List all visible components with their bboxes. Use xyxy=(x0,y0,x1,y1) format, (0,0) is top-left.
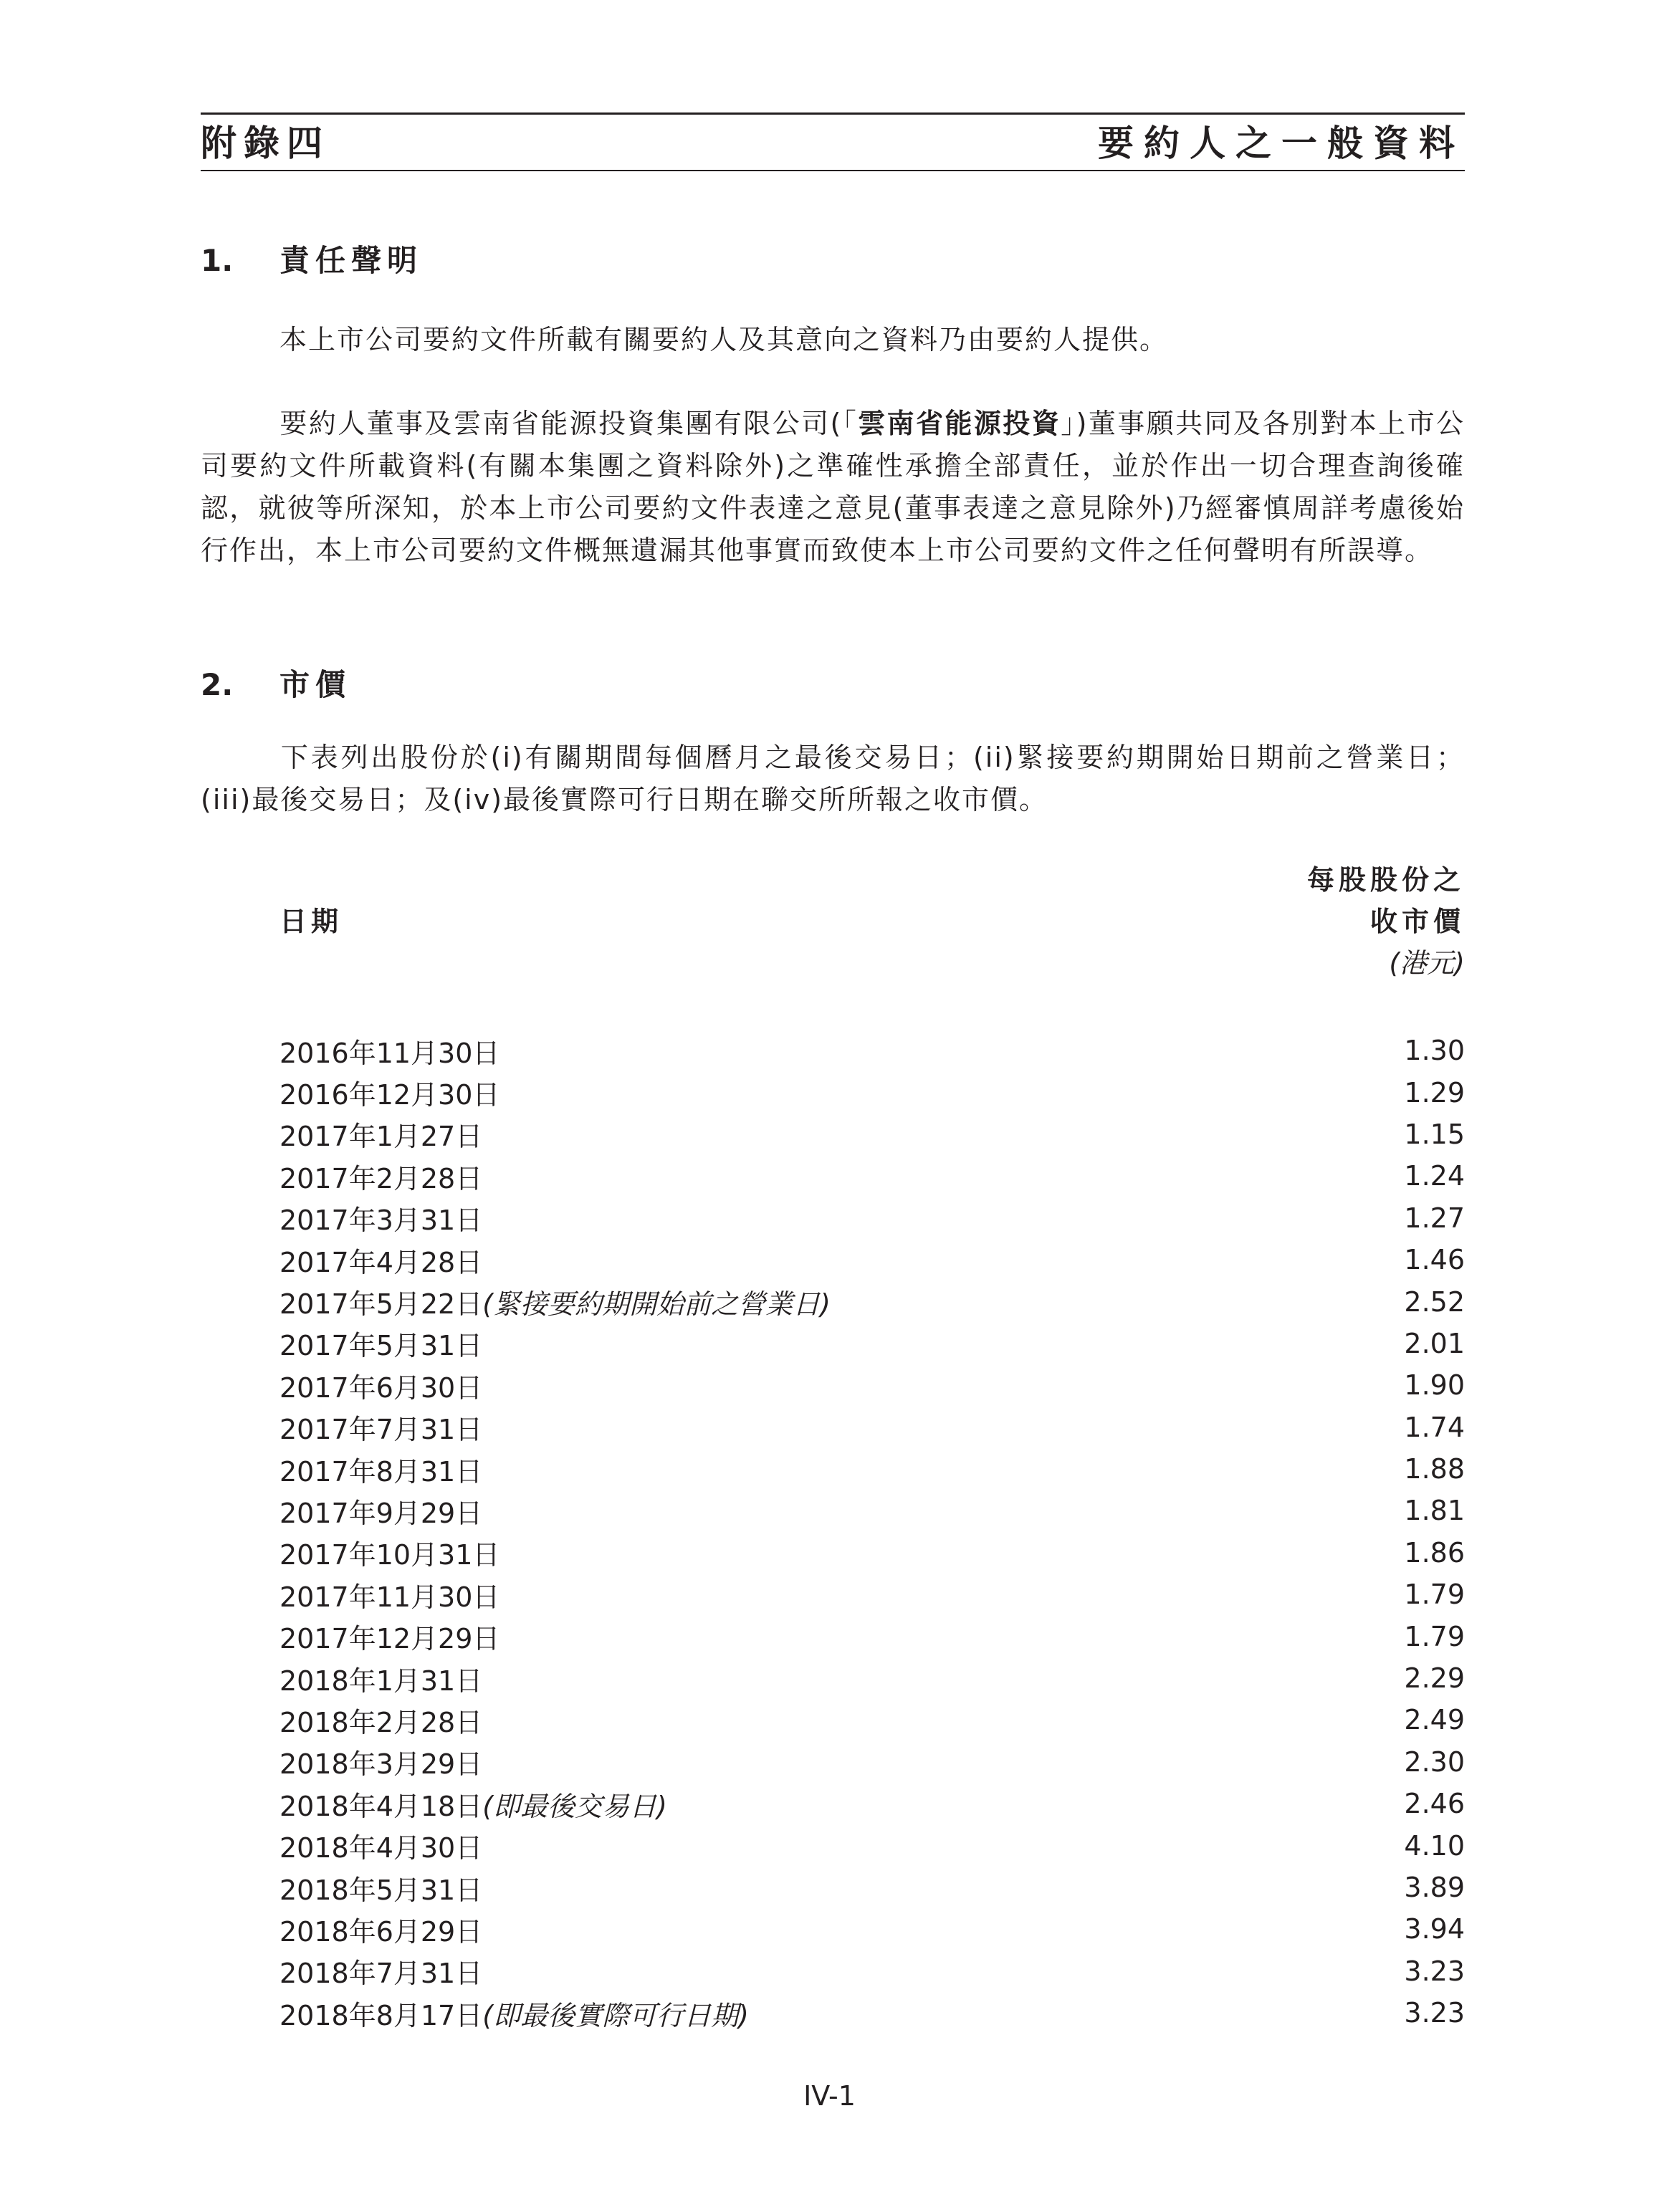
date-column-header: 日期 xyxy=(279,906,343,937)
section-2-paragraph xyxy=(201,737,1465,821)
header-bottom-rule xyxy=(201,170,1465,171)
date-text: 2018年4月30日 xyxy=(279,1832,483,1864)
date-text: 2017年10月31日 xyxy=(279,1539,500,1571)
date-cell xyxy=(279,1993,749,2033)
table-row xyxy=(279,1071,1465,1113)
price-cell: 1.15 xyxy=(1404,1118,1465,1150)
table-row xyxy=(279,1280,1465,1322)
date-text: 2018年1月31日 xyxy=(279,1665,483,1697)
table-row xyxy=(279,1114,1465,1155)
page-number: IV-1 xyxy=(803,2080,856,2112)
section-1-paragraph-2 xyxy=(201,403,1465,572)
price-cell: 4.10 xyxy=(1404,1829,1465,1862)
appendix-label: 附錄四 xyxy=(201,123,330,164)
section-2-number: 2. xyxy=(201,667,234,702)
price-cell: 1.79 xyxy=(1404,1620,1465,1652)
price-column-header-line-1: 每股股份之 xyxy=(1306,864,1465,896)
date-text: 2018年4月18日 xyxy=(279,1790,483,1822)
section-2-title: 市價 xyxy=(279,667,352,702)
date-cell xyxy=(279,1700,482,1740)
date-text: 2018年8月17日 xyxy=(279,1999,483,2031)
appendix-title: 要約人之一般資料 xyxy=(1098,123,1465,164)
date-text: 2017年5月31日 xyxy=(279,1330,483,1362)
price-cell: 2.46 xyxy=(1404,1788,1465,1820)
price-cell: 1.81 xyxy=(1404,1495,1465,1527)
date-cell xyxy=(279,1617,499,1656)
date-cell xyxy=(279,1868,482,1907)
table-row xyxy=(279,1824,1465,1866)
table-row xyxy=(279,1407,1465,1448)
table-row xyxy=(279,1783,1465,1824)
section-1-title: 責任聲明 xyxy=(279,243,424,278)
date-cell xyxy=(279,1951,482,1991)
price-cell: 1.29 xyxy=(1404,1076,1465,1109)
table-row xyxy=(279,1867,1465,1908)
date-text: 2017年3月31日 xyxy=(279,1205,483,1237)
price-column-header-line-2: 收市價 xyxy=(1369,906,1465,937)
date-text: 2017年11月30日 xyxy=(279,1581,500,1613)
table-row xyxy=(279,1364,1465,1406)
date-note: (即最後交易日) xyxy=(482,1790,667,1822)
date-cell xyxy=(279,1533,499,1572)
price-unit-label: (港元) xyxy=(1389,947,1465,979)
date-text: 2018年3月29日 xyxy=(279,1748,483,1781)
table-row xyxy=(279,1699,1465,1741)
date-text: 2017年12月29日 xyxy=(279,1623,500,1655)
price-cell: 1.79 xyxy=(1404,1579,1465,1611)
date-cell xyxy=(279,1031,499,1071)
price-cell: 1.46 xyxy=(1404,1244,1465,1276)
table-row xyxy=(279,1950,1465,1992)
paragraph-text: 下表列出股份於(i)有關期間每個曆月之最後交易日；(ii)緊接要約期開始日期前之營業日；(iii)最後交易日；及(iv)最後實際可行日期在聯交所所報之收市價。 xyxy=(201,742,1465,815)
price-cell: 1.24 xyxy=(1404,1160,1465,1192)
price-cell: 1.86 xyxy=(1404,1536,1465,1569)
price-cell: 2.29 xyxy=(1404,1662,1465,1695)
table-row xyxy=(279,1490,1465,1531)
section-1-number: 1. xyxy=(201,243,234,278)
date-text: 2017年2月28日 xyxy=(279,1162,483,1194)
date-cell xyxy=(279,1784,667,1824)
table-row xyxy=(279,1030,1465,1071)
date-text: 2018年7月31日 xyxy=(279,1958,483,1990)
date-cell xyxy=(279,1366,482,1405)
table-row xyxy=(279,1574,1465,1615)
price-cell: 2.30 xyxy=(1404,1746,1465,1778)
table-row xyxy=(279,1532,1465,1574)
date-text: 2016年12月30日 xyxy=(279,1079,500,1111)
price-cell: 3.23 xyxy=(1404,1955,1465,1987)
table-row xyxy=(279,1448,1465,1490)
date-cell xyxy=(279,1323,482,1363)
price-cell: 3.23 xyxy=(1404,1997,1465,2029)
price-cell: 1.74 xyxy=(1404,1411,1465,1443)
date-cell xyxy=(279,1826,482,1865)
section-1-paragraph-1 xyxy=(201,319,1465,361)
table-row xyxy=(279,1741,1465,1783)
date-text: 2017年7月31日 xyxy=(279,1414,483,1446)
date-text: 2017年9月29日 xyxy=(279,1497,483,1529)
date-text: 2018年5月31日 xyxy=(279,1874,483,1906)
date-cell xyxy=(279,1575,499,1614)
table-row xyxy=(279,1908,1465,1950)
table-row xyxy=(279,1992,1465,2034)
table-row xyxy=(279,1197,1465,1239)
date-cell xyxy=(279,1073,499,1112)
price-cell: 1.88 xyxy=(1404,1453,1465,1485)
date-text: 2018年6月29日 xyxy=(279,1915,483,1948)
date-cell xyxy=(279,1198,482,1237)
paragraph-text: 」)董事願共同及各別對本上市公司要約文件所載資料(有關本集團之資料除外)之準確性承擔全部責任，並於作出一切合理查詢後確認，就彼等所深知，於本上市公司要約文件表達之意見(董事表達之意見除外)乃經審慎周詳考慮後始行作出，本上市公司要約文件概無遺漏其他事實而致使本上市公司要約文件之任何聲明有所誤導。 xyxy=(201,408,1465,566)
date-note: (即最後實際可行日期) xyxy=(482,1999,749,2031)
price-cell: 2.49 xyxy=(1404,1704,1465,1736)
date-cell xyxy=(279,1240,482,1280)
date-cell xyxy=(279,1157,482,1196)
price-cell: 2.52 xyxy=(1404,1285,1465,1318)
table-row xyxy=(279,1323,1465,1364)
date-cell xyxy=(279,1407,482,1447)
price-cell: 3.94 xyxy=(1404,1913,1465,1945)
date-text: 2018年2月28日 xyxy=(279,1706,483,1738)
paragraph-text: 本上市公司要約文件所載有關要約人及其意向之資料乃由要約人提供。 xyxy=(279,324,1169,355)
table-row xyxy=(279,1239,1465,1280)
paragraph-text: 要約人董事及雲南省能源投資集團有限公司(「 xyxy=(279,408,859,439)
date-cell xyxy=(279,1450,482,1489)
date-text: 2017年4月28日 xyxy=(279,1246,483,1278)
header-top-rule xyxy=(201,112,1465,115)
price-cell: 3.89 xyxy=(1404,1872,1465,1903)
table-row xyxy=(279,1615,1465,1657)
date-cell xyxy=(279,1659,482,1698)
date-text: 2017年8月31日 xyxy=(279,1455,483,1488)
date-cell xyxy=(279,1114,482,1154)
price-table-body xyxy=(279,1030,1465,2034)
table-row xyxy=(279,1155,1465,1197)
date-cell xyxy=(279,1742,482,1781)
date-note: (緊接要約期開始前之營業日) xyxy=(482,1288,831,1321)
price-cell: 1.90 xyxy=(1404,1369,1465,1402)
date-text: 2017年5月22日 xyxy=(279,1288,483,1321)
price-cell: 1.27 xyxy=(1404,1202,1465,1234)
date-cell xyxy=(279,1282,831,1321)
date-text: 2016年11月30日 xyxy=(279,1037,500,1069)
price-cell: 2.01 xyxy=(1404,1327,1465,1359)
price-cell: 1.30 xyxy=(1404,1035,1465,1067)
date-text: 2017年1月27日 xyxy=(279,1121,483,1153)
date-cell xyxy=(279,1491,482,1531)
date-text: 2017年6月30日 xyxy=(279,1371,483,1404)
date-cell xyxy=(279,1910,482,1949)
defined-term: 雲南省能源投資 xyxy=(858,408,1061,439)
table-row xyxy=(279,1657,1465,1699)
